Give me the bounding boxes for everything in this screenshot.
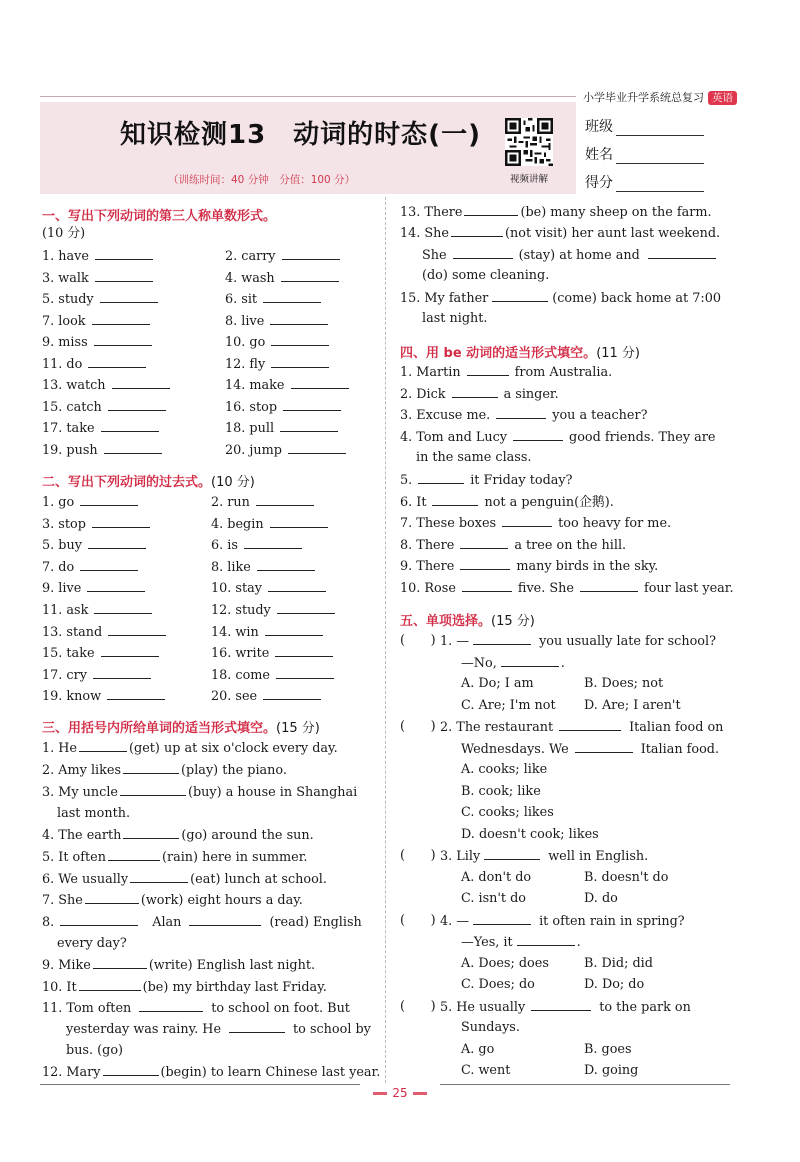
s5-option: D. going	[584, 1063, 639, 1078]
answer-blank[interactable]	[288, 442, 346, 454]
s5-option: D. do	[584, 891, 618, 906]
s2-item: 8. like	[211, 559, 317, 576]
s2-item: 19. know	[42, 688, 167, 705]
s2-item: 2. run	[211, 494, 316, 511]
s5-option: B. goes	[584, 1041, 632, 1057]
s4-question-8: 8. There a tree on the hill.	[400, 538, 627, 553]
answer-blank[interactable]	[452, 386, 498, 398]
answer-blank[interactable]	[94, 602, 152, 614]
column-divider	[385, 197, 386, 1083]
s1-item: 16. stop	[225, 399, 343, 416]
s2-item: 11. ask	[42, 602, 154, 619]
s1-item: 7. look	[42, 313, 152, 330]
answer-blank[interactable]	[108, 624, 166, 636]
section-1-title: 一、写出下列动词的第三人称单数形式。	[42, 209, 277, 224]
answer-blank[interactable]	[93, 957, 147, 969]
s3-question-11-cont2: bus. (go)	[66, 1043, 124, 1058]
answer-blank[interactable]	[268, 580, 326, 592]
answer-blank[interactable]	[123, 827, 179, 839]
s3-question-3: 3. My uncle (buy) a house in Shanghai	[42, 785, 358, 800]
answer-blank[interactable]	[460, 537, 508, 549]
answer-blank[interactable]	[139, 1000, 203, 1012]
section-1-points: (10 分)	[42, 226, 86, 241]
subject-badge: 英语	[708, 91, 737, 105]
s5-option: A. Do; I am	[461, 676, 534, 691]
training-info: （训练时间：40 分钟 分值：100 分）	[168, 174, 356, 186]
s3-question-6: 6. We usually (eat) lunch at school.	[42, 872, 327, 887]
s3-question-9: 9. Mike (write) English last night.	[42, 958, 316, 973]
s3-question-2: 2. Amy likes (play) the piano.	[42, 763, 287, 778]
s1-item: 11. do	[42, 356, 148, 373]
s1-item: 10. go	[225, 334, 331, 351]
s3-question-11: 11. Tom often to school on foot. But	[42, 1001, 350, 1016]
s2-item: 4. begin	[211, 516, 330, 533]
section-5-title: 五、单项选择。(15 分)	[400, 614, 535, 629]
s3-question-11-cont: yesterday was rainy. He to school by	[66, 1022, 371, 1037]
s1-item: 6. sit	[225, 291, 323, 308]
s3-question-5: 5. It often (rain) here in summer.	[42, 850, 308, 865]
answer-blank[interactable]	[101, 420, 159, 432]
s5-option: C. went	[461, 1063, 511, 1078]
s2-item: 20. see	[211, 688, 323, 705]
s5-question-reply: —No, .	[461, 655, 565, 671]
answer-blank[interactable]	[95, 248, 153, 260]
s4-question-9: 9. There many birds in the sky.	[400, 559, 659, 574]
s3-question-8-cont: every day?	[57, 936, 127, 951]
s4-question-5: 5. it Friday today?	[400, 473, 573, 488]
s2-item: 1. go	[42, 494, 140, 511]
s3-question-13: 13. There (be) many sheep on the farm.	[400, 205, 712, 220]
answer-blank[interactable]	[648, 247, 716, 259]
s5-question-reply: —Yes, it .	[461, 935, 581, 950]
s2-item: 17. cry	[42, 667, 153, 684]
score-field[interactable]: 得分	[585, 172, 704, 192]
s5-question-stem: 5. He usually to the park on	[440, 999, 691, 1015]
answer-blank[interactable]	[496, 407, 546, 419]
s5-option: A. go	[461, 1041, 495, 1057]
answer-blank[interactable]	[101, 645, 159, 657]
s1-item: 12. fly	[225, 356, 331, 373]
s5-question-stem-cont: Sundays.	[461, 1020, 520, 1035]
answer-paren[interactable]: ( )	[400, 998, 436, 1014]
answer-blank[interactable]	[418, 472, 464, 484]
s4-question-1: 1. Martin from Australia.	[400, 365, 613, 380]
answer-blank[interactable]	[130, 871, 188, 883]
answer-blank[interactable]	[473, 633, 531, 645]
answer-blank[interactable]	[85, 892, 139, 904]
s1-item: 3. walk	[42, 270, 155, 287]
s2-item: 13. stand	[42, 624, 168, 641]
s3-question-3-cont: last month.	[57, 806, 131, 821]
answer-paren[interactable]: ( )	[400, 848, 436, 863]
name-field[interactable]: 姓名	[585, 144, 704, 164]
s5-option: C. Are; I'm not	[461, 697, 556, 713]
class-field[interactable]: 班级	[585, 116, 704, 136]
s5-option: B. Did; did	[584, 955, 653, 971]
series-label: 小学毕业升学系统总复习 英语	[583, 89, 737, 105]
s2-item: 16. write	[211, 645, 335, 662]
s3-question-14-cont2: (do) some cleaning.	[422, 268, 550, 283]
s1-item: 20. jump	[225, 442, 348, 459]
answer-blank[interactable]	[559, 719, 621, 731]
answer-blank[interactable]	[107, 688, 165, 700]
s5-question-stem: 2. The restaurant Italian food on	[440, 720, 724, 735]
s1-item: 13. watch	[42, 377, 172, 394]
s2-item: 10. stay	[211, 580, 328, 597]
s3-question-4: 4. The earth (go) around the sun.	[42, 828, 314, 843]
s5-option: B. Does; not	[584, 676, 664, 691]
answer-blank[interactable]	[531, 999, 591, 1011]
s2-item: 15. take	[42, 645, 161, 662]
answer-blank[interactable]	[257, 559, 315, 571]
answer-blank[interactable]	[513, 429, 563, 441]
s5-option: C. Does; do	[461, 977, 535, 992]
answer-blank[interactable]	[108, 849, 160, 861]
s2-item: 3. stop	[42, 516, 152, 533]
s2-item: 12. study	[211, 602, 337, 619]
answer-blank[interactable]	[462, 580, 512, 592]
answer-blank[interactable]	[432, 494, 478, 506]
s5-option: C. isn't do	[461, 891, 526, 906]
s3-question-15: 15. My father (come) back home at 7:00	[400, 291, 722, 306]
answer-blank[interactable]	[104, 442, 162, 454]
qr-label: 视频讲解	[509, 174, 548, 185]
s3-question-7: 7. She (work) eight hours a day.	[42, 893, 303, 908]
answer-blank[interactable]	[80, 494, 138, 506]
s2-item: 18. come	[211, 667, 336, 684]
s4-question-2: 2. Dick a singer.	[400, 387, 559, 402]
answer-blank[interactable]	[92, 313, 150, 325]
qr-code-icon[interactable]	[505, 118, 553, 166]
answer-blank[interactable]	[123, 762, 179, 774]
s3-question-8: 8. Alan (read) English	[42, 915, 362, 930]
answer-blank[interactable]	[120, 784, 186, 796]
s2-item: 6. is	[211, 537, 304, 554]
answer-blank[interactable]	[256, 494, 314, 506]
answer-blank[interactable]	[467, 364, 509, 376]
answer-blank[interactable]	[270, 516, 328, 528]
page-number: 25	[360, 1086, 440, 1100]
footer-rule-right	[440, 1084, 730, 1085]
s5-question-stem: 3. Lily well in English.	[440, 849, 649, 864]
answer-blank[interactable]	[270, 313, 328, 325]
s5-question-stem-cont: Wednesdays. We Italian food.	[461, 741, 720, 757]
answer-paren[interactable]: ( )	[400, 633, 436, 648]
s3-question-14-cont: She (stay) at home and	[422, 247, 718, 264]
section-2-title: 二、写出下列动词的过去式。(10 分)	[42, 475, 255, 490]
answer-blank[interactable]	[88, 537, 146, 549]
s5-option: C. cooks; likes	[461, 805, 554, 820]
answer-blank[interactable]	[103, 1064, 159, 1076]
answer-blank[interactable]	[453, 247, 513, 259]
answer-blank[interactable]	[276, 667, 334, 679]
s1-item: 2. carry	[225, 248, 342, 265]
s1-item: 1. have	[42, 248, 155, 265]
s5-question-stem: 4. — it often rain in spring?	[440, 913, 685, 929]
answer-blank[interactable]	[517, 934, 575, 946]
s1-item: 19. push	[42, 442, 164, 459]
answer-blank[interactable]	[263, 688, 321, 700]
answer-blank[interactable]	[492, 290, 548, 302]
answer-blank[interactable]	[93, 667, 151, 679]
answer-blank[interactable]	[291, 377, 349, 389]
s2-item: 7. do	[42, 559, 140, 576]
page-title: 知识检测13 动词的时态(一)	[120, 120, 481, 150]
answer-blank[interactable]	[263, 291, 321, 303]
answer-blank[interactable]	[60, 914, 138, 926]
answer-blank[interactable]	[79, 979, 141, 991]
s5-option: D. doesn't cook; likes	[461, 826, 599, 842]
answer-blank[interactable]	[464, 204, 518, 216]
s1-item: 8. live	[225, 313, 330, 330]
s3-question-15-cont: last night.	[422, 311, 488, 326]
answer-blank[interactable]	[575, 741, 633, 753]
answer-blank[interactable]	[282, 248, 340, 260]
s4-question-4-cont: in the same class.	[416, 450, 532, 465]
footer-rule-left	[40, 1084, 360, 1085]
answer-blank[interactable]	[271, 334, 329, 346]
s1-item: 17. take	[42, 420, 161, 437]
s2-item: 5. buy	[42, 537, 148, 554]
answer-blank[interactable]	[88, 356, 146, 368]
s4-question-4: 4. Tom and Lucy good friends. They are	[400, 430, 716, 445]
answer-blank[interactable]	[80, 559, 138, 571]
s2-item: 14. win	[211, 624, 325, 641]
answer-blank[interactable]	[271, 356, 329, 368]
answer-blank[interactable]	[281, 270, 339, 282]
s5-option: A. Does; does	[461, 955, 549, 971]
s5-option: B. doesn't do	[584, 869, 669, 885]
s4-question-7: 7. These boxes too heavy for me.	[400, 516, 672, 531]
answer-blank[interactable]	[265, 624, 323, 636]
s3-question-10: 10. It (be) my birthday last Friday.	[42, 980, 327, 995]
answer-blank[interactable]	[451, 225, 503, 237]
answer-blank[interactable]	[277, 602, 335, 614]
answer-blank[interactable]	[229, 1021, 285, 1033]
answer-blank[interactable]	[95, 270, 153, 282]
answer-blank[interactable]	[189, 914, 261, 926]
answer-blank[interactable]	[112, 377, 170, 389]
answer-blank[interactable]	[100, 291, 158, 303]
s4-question-10: 10. Rose five. She four last year.	[400, 581, 734, 596]
section-4-title: 四、用 be 动词的适当形式填空。(11 分)	[400, 346, 641, 361]
answer-blank[interactable]	[280, 420, 338, 432]
answer-blank[interactable]	[92, 516, 150, 528]
s5-option: A. cooks; like	[461, 762, 548, 777]
s5-option: D. Do; do	[584, 977, 645, 992]
answer-blank[interactable]	[501, 655, 559, 667]
answer-blank[interactable]	[484, 848, 540, 860]
answer-blank[interactable]	[283, 399, 341, 411]
s1-item: 4. wash	[225, 270, 341, 287]
answer-blank[interactable]	[244, 537, 302, 549]
answer-blank[interactable]	[79, 740, 127, 752]
s1-item: 15. catch	[42, 399, 168, 416]
answer-blank[interactable]	[275, 645, 333, 657]
header-rule	[40, 96, 576, 97]
s1-item: 14. make	[225, 377, 351, 394]
s5-option: B. cook; like	[461, 783, 541, 799]
answer-blank[interactable]	[580, 580, 638, 592]
section-3-title: 三、用括号内所给单词的适当形式填空。(15 分)	[42, 721, 320, 736]
answer-blank[interactable]	[108, 399, 166, 411]
answer-blank[interactable]	[94, 334, 152, 346]
s1-item: 5. study	[42, 291, 160, 308]
answer-paren[interactable]: ( )	[400, 912, 436, 928]
answer-blank[interactable]	[460, 558, 510, 570]
answer-blank[interactable]	[87, 580, 145, 592]
s3-question-1: 1. He (get) up at six o'clock every day.	[42, 741, 338, 756]
s5-option: D. Are; I aren't	[584, 697, 681, 713]
answer-paren[interactable]: ( )	[400, 719, 436, 734]
answer-blank[interactable]	[473, 913, 531, 925]
answer-blank[interactable]	[502, 515, 552, 527]
s2-item: 9. live	[42, 580, 147, 597]
s3-question-14: 14. She (not visit) her aunt last weekend.	[400, 226, 721, 241]
s1-item: 9. miss	[42, 334, 154, 351]
s1-item: 18. pull	[225, 420, 340, 437]
s5-option: A. don't do	[461, 869, 532, 885]
s5-question-stem: 1. — you usually late for school?	[440, 634, 716, 649]
s4-question-3: 3. Excuse me. you a teacher?	[400, 408, 648, 423]
s3-question-12: 12. Mary (begin) to learn Chinese last year.	[42, 1065, 381, 1080]
s4-question-6: 6. It not a penguin(企鹅).	[400, 495, 614, 510]
